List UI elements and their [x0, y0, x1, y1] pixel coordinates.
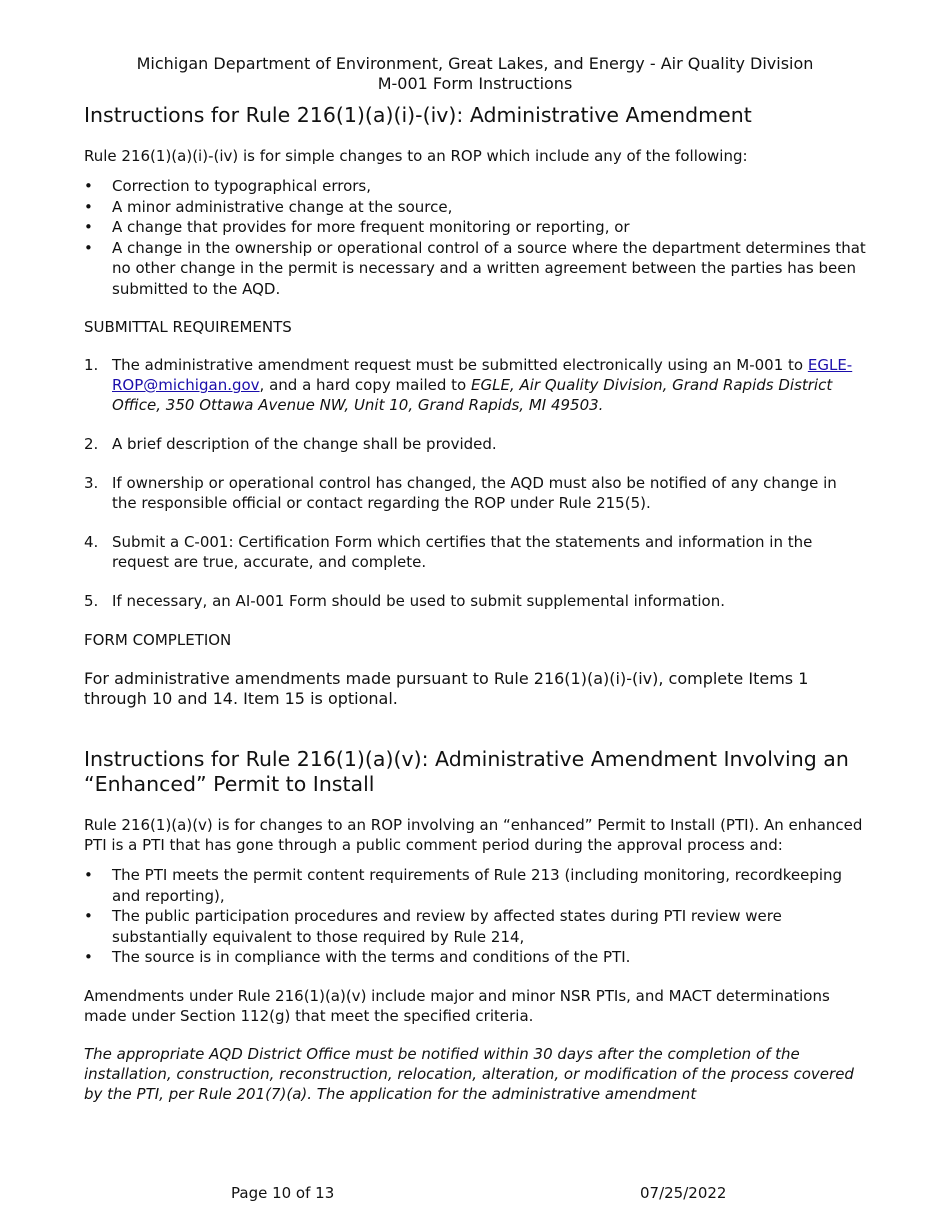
bullet-icon: • [84, 197, 93, 216]
section2-bullet-list [84, 865, 866, 968]
submittal-requirements-heading: SUBMITTAL REQUIREMENTS [84, 318, 292, 336]
list-item: • The public participation procedures and review by affected states during PTI review were substantially equivalent to those required by Rule 214, [84, 907, 782, 946]
section1-bullet-list [84, 176, 866, 299]
bullet-icon: • [84, 177, 93, 195]
list-item: • Correction to typographical errors, [84, 177, 371, 195]
list-item: • A change in the ownership or operational control of a source where the department determines that no other change in the permit is necessary and a written agreement between the parties has been submitted to the AQD. [84, 238, 866, 298]
bullet-icon: • [84, 866, 93, 884]
bullet-icon: • [84, 907, 93, 925]
list-item: • A change that provides for more frequent monitoring or reporting, or [84, 218, 630, 236]
list-item: 3. If ownership or operational control has changed, the AQD must also be notified of any change in the responsible official or contact regarding the ROP under Rule 215(5). [84, 474, 837, 512]
bullet-icon: • [84, 218, 93, 236]
list-item: 5. If necessary, an AI-001 Form should be used to submit supplemental information. [84, 592, 725, 610]
agency-name: Michigan Department of Environment, Great Lakes, and Energy - Air Quality Division [136, 54, 814, 73]
bullet-icon: • [84, 948, 93, 966]
list-item: • A minor administrative change at the source, [84, 197, 453, 216]
bullet-icon: • [84, 238, 93, 257]
list-item: • The source is in compliance with the terms and conditions of the PTI. [84, 948, 631, 966]
mailing-address: EGLE, Air Quality Division, Grand Rapids District Office, 350 Ottawa Avenue NW, Unit 10, Grand Rapids, MI 49503. [112, 376, 833, 414]
notice-paragraph: The appropriate AQD District Office must be notified within 30 days after the completion of the installation, construction, reconstruction, relocation, alteration, or modification of the process covered by the PTI, per Rule 201(7)(a). The application for the administrative amendment [84, 1044, 854, 1103]
revision-date: 07/25/2022 [640, 1184, 727, 1202]
section2-intro: Rule 216(1)(a)(v) is for changes to an ROP involving an “enhanced” Permit to Install (PTI). An enhanced PTI is a PTI that has gone through a public comment period during the approval process and: [84, 816, 863, 854]
list-item: 2. A brief description of the change shall be provided. [84, 435, 497, 453]
document-page [84, 54, 866, 1104]
section2-title: Instructions for Rule 216(1)(a)(v): Administrative Amendment Involving an “Enhanced” Permit to Install [84, 747, 849, 796]
section1-intro: Rule 216(1)(a)(i)-(iv) is for simple changes to an ROP which include any of the following: [84, 147, 748, 165]
section1-title: Instructions for Rule 216(1)(a)(i)-(iv): Administrative Amendment [84, 103, 752, 127]
form-completion-text: For administrative amendments made pursuant to Rule 216(1)(a)(i)-(iv), complete Items 1 through 10 and 14. Item 15 is optional. [84, 669, 809, 708]
page-number: Page 10 of 13 [231, 1184, 335, 1202]
email-link[interactable]: EGLE-ROP@michigan.gov [112, 356, 853, 394]
document-header [64, 54, 886, 94]
submittal-steps-list [84, 355, 866, 611]
form-name: M-001 Form Instructions [377, 74, 573, 93]
amendments-paragraph: Amendments under Rule 216(1)(a)(v) include major and minor NSR PTIs, and MACT determinations made under Section 112(g) that meet the specified criteria. [84, 986, 830, 1025]
form-completion-heading: FORM COMPLETION [84, 631, 232, 649]
list-item: 1. The administrative amendment request must be submitted electronically using an M-001 to EGLE-ROP@michigan.gov, and a hard copy mailed to EGLE, Air Quality Division, Grand Rapids District Office, 350 Ottawa Avenue NW, Unit 10, Grand Rapids, MI 49503. [84, 356, 853, 414]
list-item: 4. Submit a C-001: Certification Form which certifies that the statements and information in the request are true, accurate, and complete. [84, 533, 813, 571]
list-item: • The PTI meets the permit content requirements of Rule 213 (including monitoring, recordkeeping and reporting), [84, 866, 843, 905]
